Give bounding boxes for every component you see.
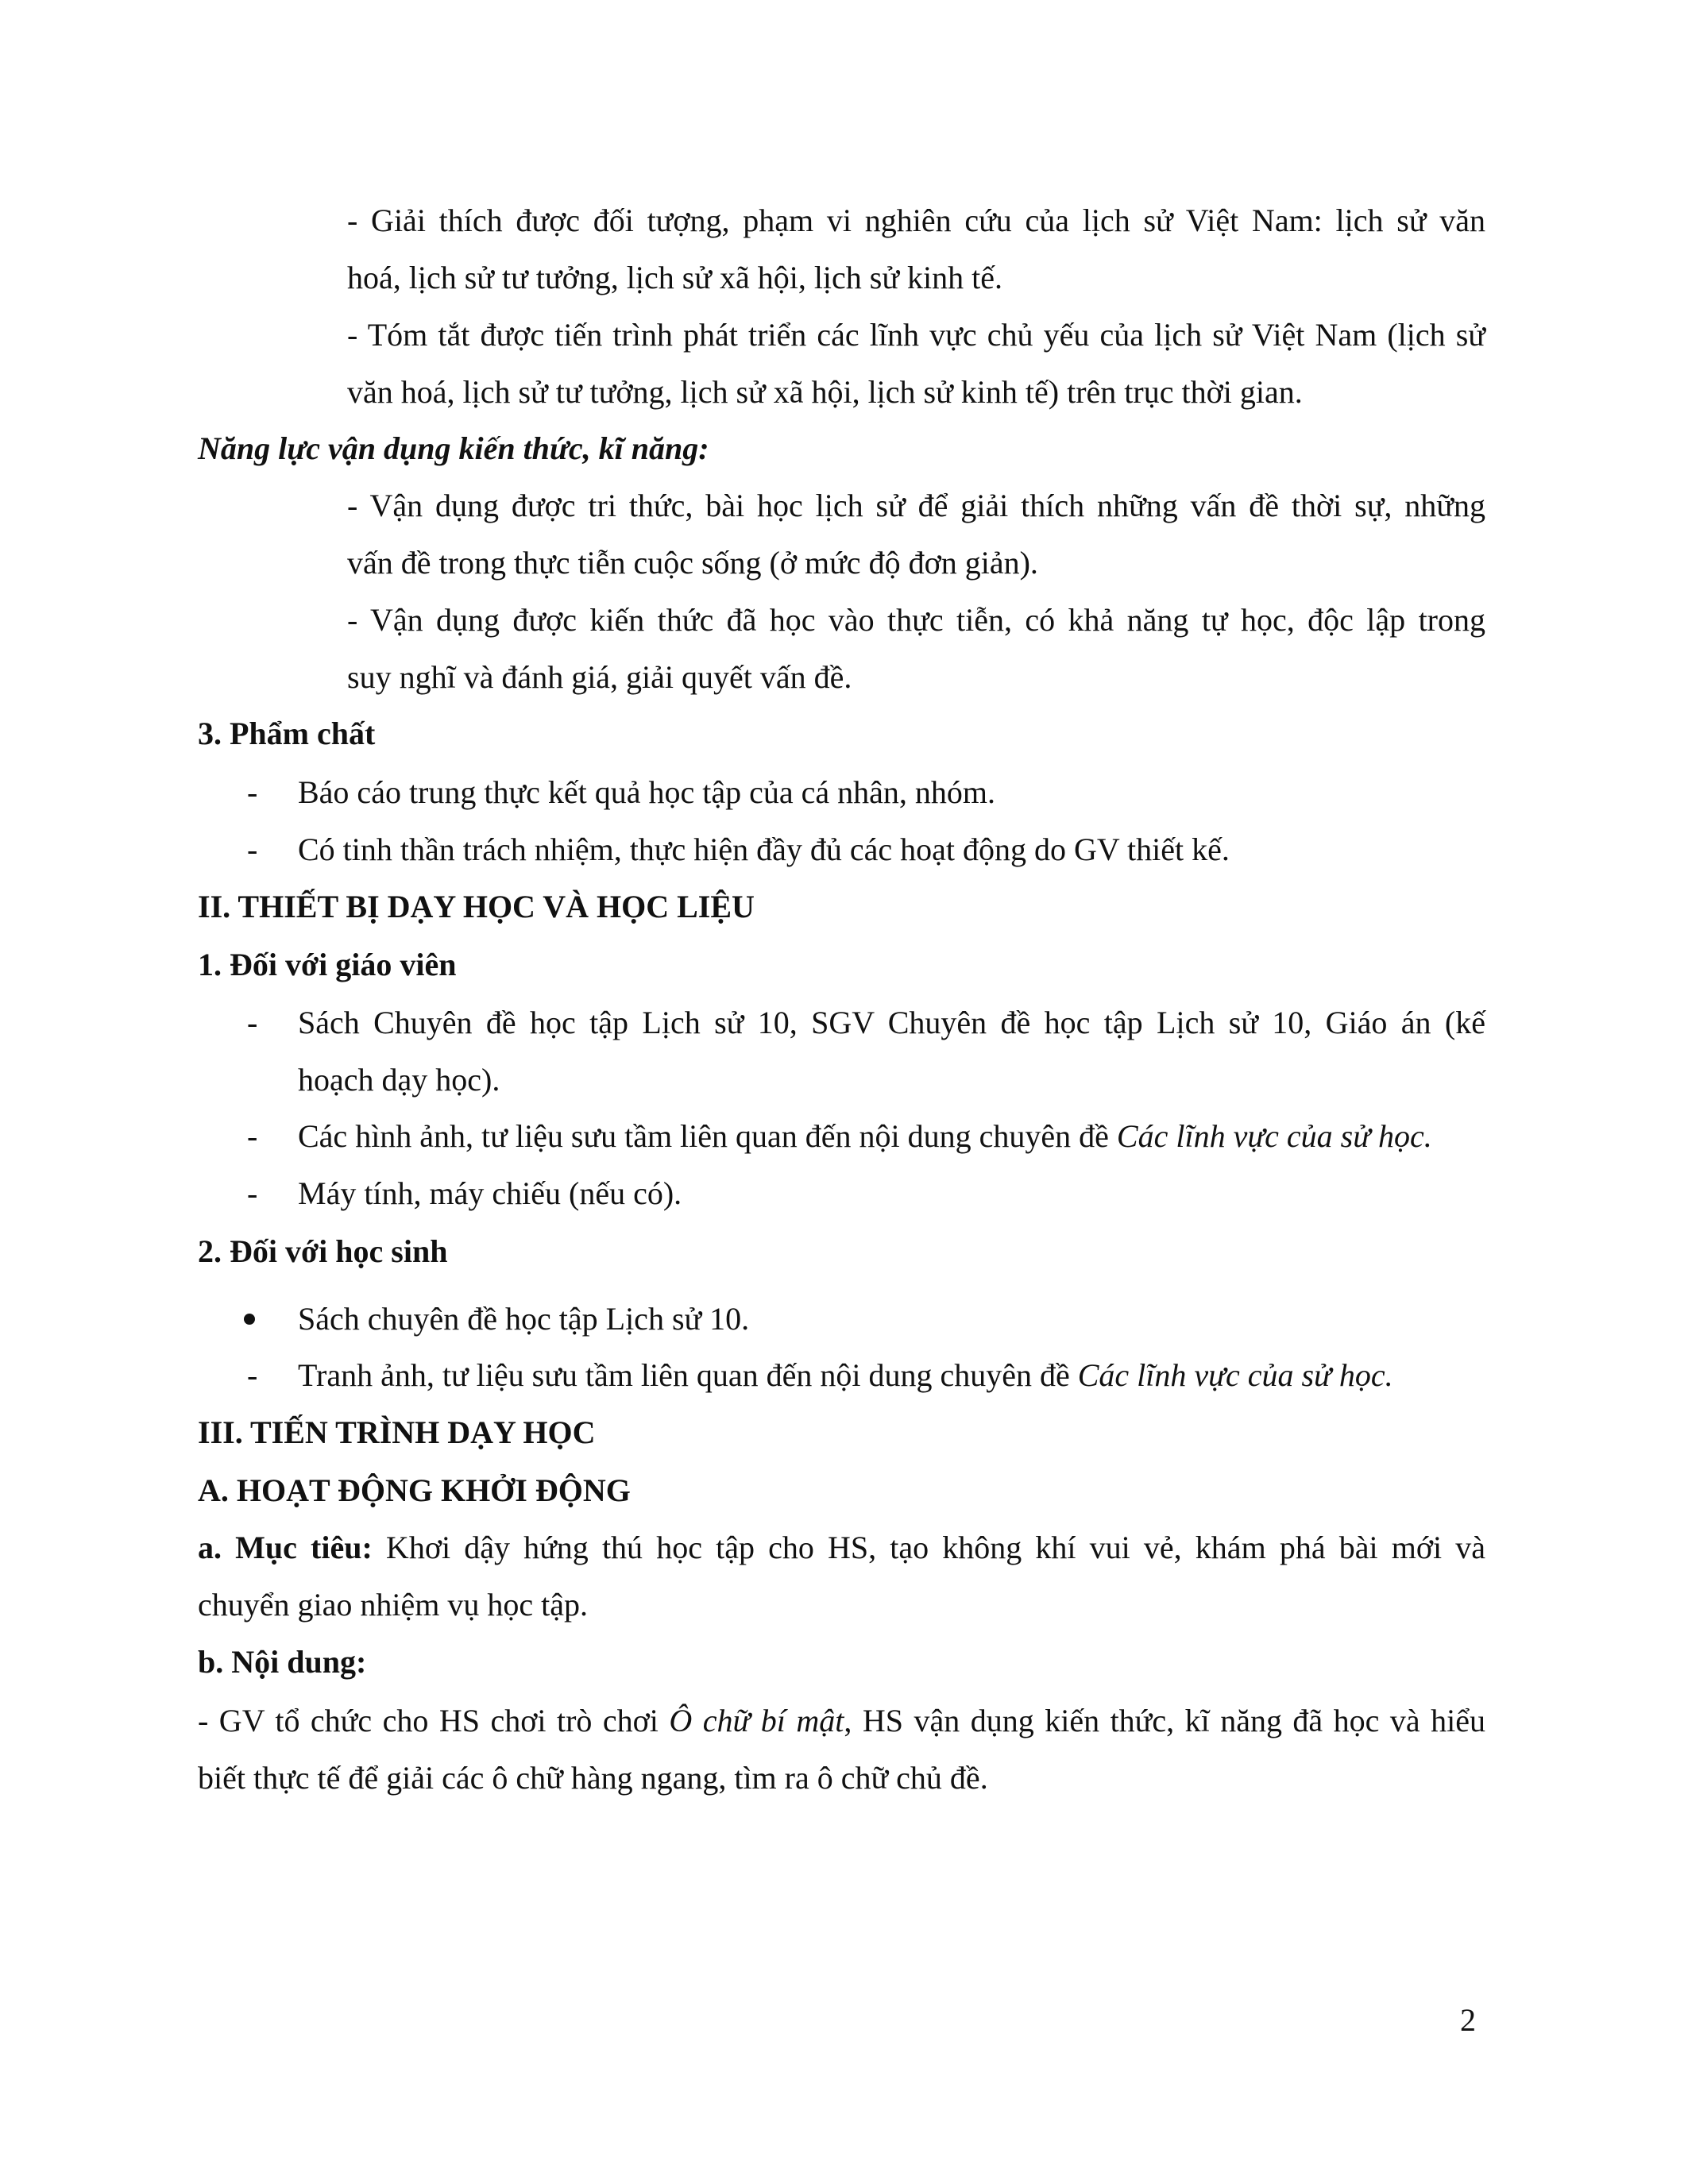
list-item-text: Tranh ảnh, tư liệu sưu tầm liên quan đến nội dung chuyên đề [298, 1357, 1078, 1393]
subheading-nang-luc: Năng lực vận dụng kiến thức, kĩ năng: [198, 430, 709, 466]
paragraph-line: - Giải thích được đối tượng, phạm vi nghiên cứu của lịch sử Việt Nam: lịch sử văn [347, 203, 1485, 238]
paragraph-line [198, 1529, 1485, 1567]
noi-dung-text: - GV tổ chức cho HS chơi trò chơi [198, 1703, 670, 1738]
paragraph-line: suy nghĩ và đánh giá, giải quyết vấn đề. [347, 659, 852, 695]
list-item: Báo cáo trung thực kết quả học tập của cá nhân, nhóm. [298, 774, 996, 810]
paragraph-line: hoá, lịch sử tư tưởng, lịch sử xã hội, lịch sử kinh tế. [347, 260, 1003, 295]
list-item: Sách chuyên đề học tập Lịch sử 10. [298, 1301, 750, 1337]
list-item-italic: Các lĩnh vực của sử học. [1077, 1357, 1393, 1393]
label-noi-dung: b. Nội dung: [198, 1644, 367, 1680]
heading-section-2: II. THIẾT BỊ DẠY HỌC VÀ HỌC LIỆU [198, 889, 755, 924]
heading-activity-a: A. HOẠT ĐỘNG KHỞI ĐỘNG [198, 1472, 631, 1508]
list-dash: - [247, 1357, 258, 1393]
list-dash: - [247, 1005, 258, 1040]
list-dash: - [247, 1175, 258, 1211]
paragraph-line: văn hoá, lịch sử tư tưởng, lịch sử xã hội, lịch sử kinh tế) trên trục thời gian. [347, 374, 1303, 410]
paragraph-line: - Vận dụng được kiến thức đã học vào thực tiễn, có khả năng tự học, độc lập trong [347, 602, 1485, 638]
paragraph-line [198, 1702, 1485, 1740]
list-item: Máy tính, máy chiếu (nếu có). [298, 1175, 682, 1211]
paragraph-line: chuyển giao nhiệm vụ học tập. [198, 1587, 588, 1623]
heading-pham-chat: 3. Phẩm chất [198, 716, 376, 751]
list-item [298, 1356, 1393, 1395]
label-muc-tieu: a. Mục tiêu: [198, 1530, 373, 1565]
paragraph-line: - Tóm tắt được tiến trình phát triển các lĩnh vực chủ yếu của lịch sử Việt Nam (lịch sử [347, 317, 1485, 353]
heading-section-3: III. TIẾN TRÌNH DẠY HỌC [198, 1414, 596, 1450]
heading-giao-vien: 1. Đối với giáo viên [198, 947, 457, 982]
bullet-dot [244, 1314, 255, 1325]
noi-dung-italic: Ô chữ bí mật [669, 1703, 844, 1738]
list-item [298, 1117, 1432, 1156]
list-item-text: Các hình ảnh, tư liệu sưu tầm liên quan đến nội dung chuyên đề [298, 1118, 1117, 1154]
list-dash: - [247, 774, 258, 810]
list-item-italic: Các lĩnh vực của sử học. [1116, 1118, 1432, 1154]
list-dash: - [247, 832, 258, 867]
list-dash: - [247, 1118, 258, 1154]
list-item: Sách Chuyên đề học tập Lịch sử 10, SGV Chuyên đề học tập Lịch sử 10, Giáo án (kế [298, 1005, 1485, 1040]
list-item: Có tinh thần trách nhiệm, thực hiện đầy đủ các hoạt động do GV thiết kế. [298, 832, 1230, 867]
muc-tieu-text: Khơi dậy hứng thú học tập cho HS, tạo không khí vui vẻ, khám phá bài mới và [372, 1530, 1485, 1565]
list-item-continuation: hoạch dạy học). [298, 1062, 500, 1098]
paragraph-line: vấn đề trong thực tiễn cuộc sống (ở mức độ đơn giản). [347, 545, 1038, 581]
heading-hoc-sinh: 2. Đối với học sinh [198, 1233, 448, 1269]
page-number: 2 [1460, 2002, 1476, 2038]
paragraph-line: - Vận dụng được tri thức, bài học lịch sử để giải thích những vấn đề thời sự, những [347, 488, 1485, 523]
noi-dung-text: , HS vận dụng kiến thức, kĩ năng đã học và hiểu [844, 1703, 1486, 1738]
paragraph-line: biết thực tế để giải các ô chữ hàng ngang, tìm ra ô chữ chủ đề. [198, 1760, 988, 1796]
